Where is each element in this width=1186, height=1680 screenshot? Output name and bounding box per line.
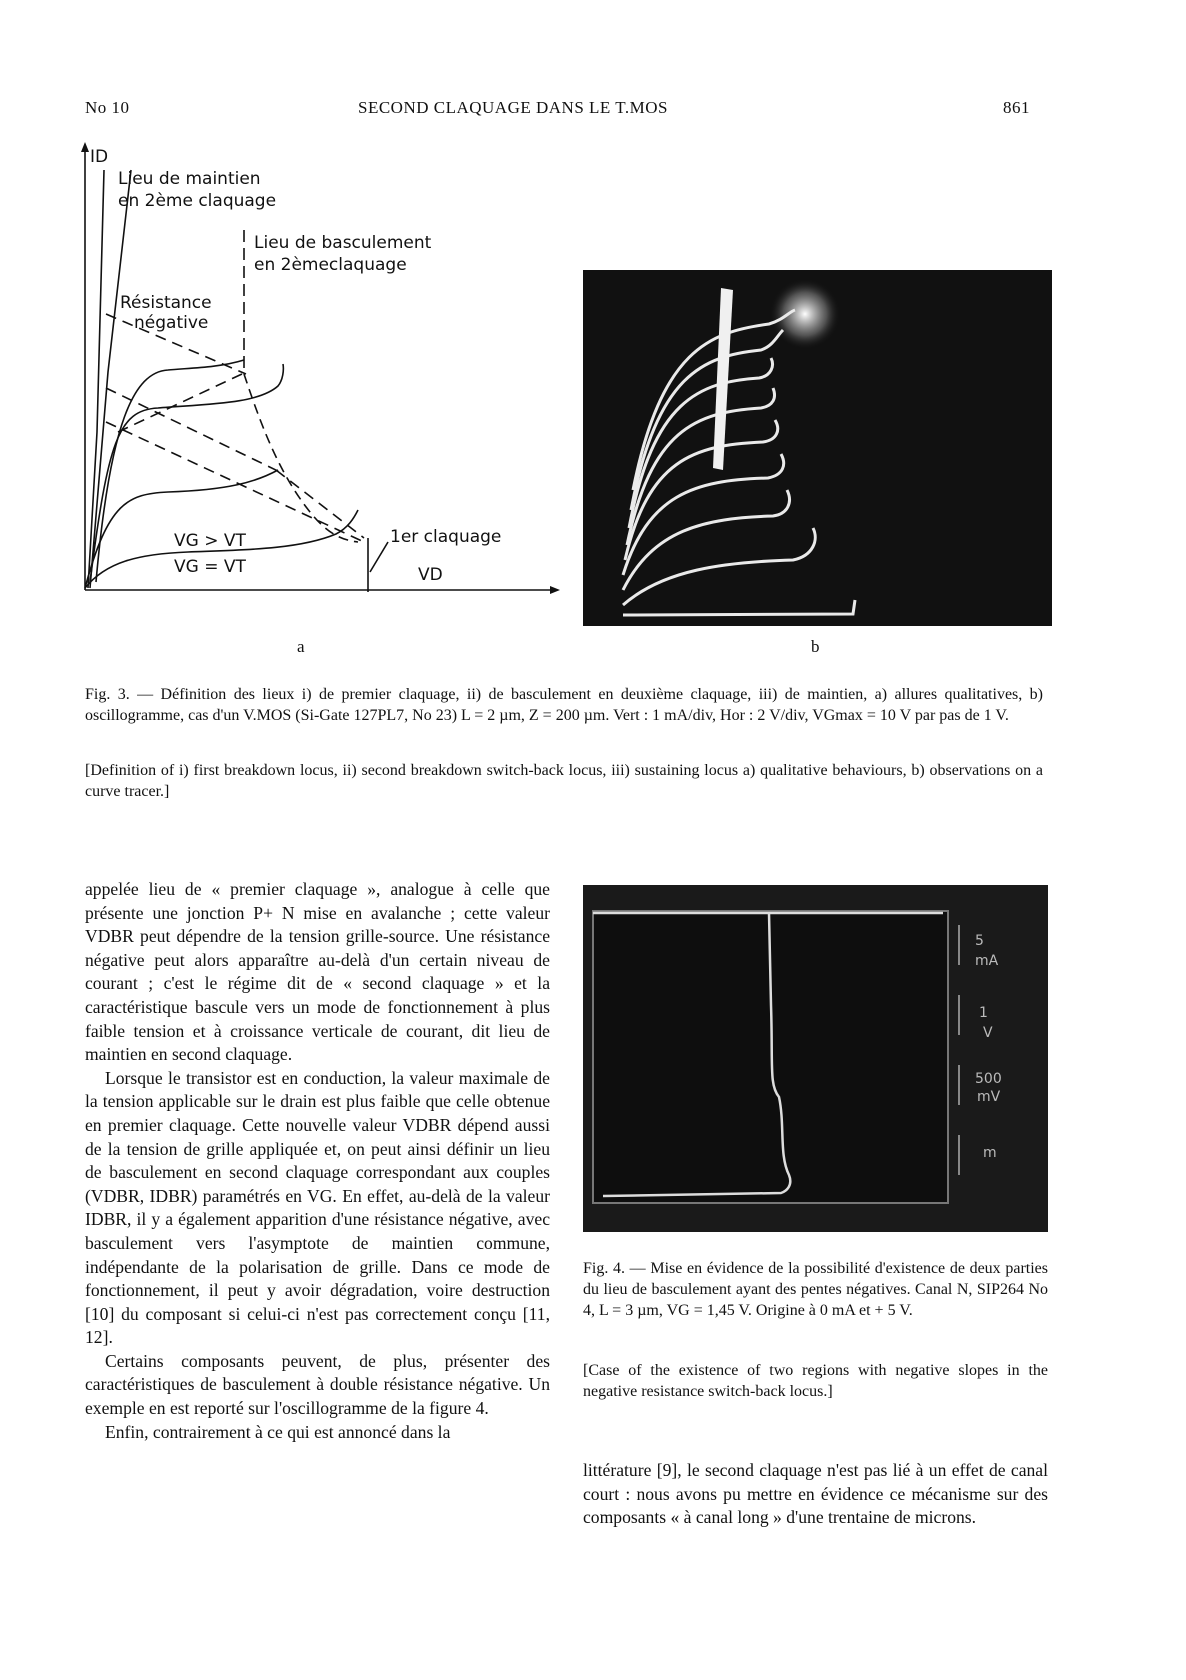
label-negative-resistance-2: négative — [134, 313, 209, 333]
figure4-caption-english: [Case of the existence of two regions with negative slopes in the negative resistance switch-back locus.] — [583, 1362, 1048, 1400]
first-breakdown-pointer — [370, 542, 388, 572]
figure3-caption-english: [Definition of i) first breakdown locus, ii) second breakdown switch-back locus, iii) sustaining locus a) qualitative behaviours, b) observations on a curve tracer.] — [85, 762, 1043, 800]
body-left-column — [85, 878, 550, 1444]
panel-letter-b: b — [811, 637, 820, 656]
scope-label-500: 500 — [975, 1071, 1002, 1087]
figure3a-diagram — [78, 142, 578, 632]
body-paragraph-4: Enfin, contrairement à ce qui est annoncé dans la — [105, 1421, 451, 1442]
label-vg-gt-vt: VG > VT — [174, 531, 246, 551]
x-axis-label: VD — [418, 565, 443, 585]
oscillogram-traces — [583, 270, 1052, 626]
bright-spot — [769, 278, 841, 350]
switchback-locus-lower — [244, 374, 358, 542]
dashed-negres-3 — [106, 422, 364, 542]
panel-letter-a: a — [297, 637, 305, 656]
trace-1 — [623, 528, 815, 605]
scope-label-v: V — [983, 1025, 993, 1041]
body-right-paragraph-1: littérature [9], le second claquage n'est pas lié à un effet de canal court : nous avons pu mettre en évidence ce mécanisme sur des composants « à canal long » d'une trentaine de microns. — [583, 1460, 1048, 1528]
running-title: SECOND CLAQUAGE DANS LE T.MOS — [358, 98, 668, 117]
label-switchback-locus: Lieu de basculement — [254, 233, 432, 253]
label-vg-eq-vt: VG = VT — [174, 557, 246, 577]
label-sustaining-locus-2: en 2ème claquage — [118, 191, 277, 211]
body-paragraph-1: appelée lieu de « premier claquage », analogue à celle que présente une jonction P+ N mise en avalanche ; cette valeur VDBR peut dépendre de la tension grille-source. Une résistance négative peut alors apparaître au-delà d'un certain niveau de courant ; c'est le régime dit de « second claquage » et la caractéristique bascule vers un mode de fonctionnement à plus faible tension et à croissance verticale de courant, dit lieu de maintien en second claquage. — [85, 879, 550, 1065]
page-number: 861 — [1003, 98, 1030, 117]
scope-label-5: 5 — [975, 933, 984, 949]
x-axis-arrow — [550, 586, 560, 594]
dashed-negres-2 — [106, 388, 280, 472]
header-issue-number: No 10 — [85, 98, 130, 117]
label-switchback-locus-2: en 2èmeclaquage — [254, 255, 407, 275]
label-negative-resistance: Résistance — [120, 293, 212, 313]
label-first-breakdown: 1er claquage — [390, 527, 502, 547]
body-right-column — [583, 1459, 1048, 1530]
figure3b-oscillogram — [583, 270, 1052, 626]
figure3-caption: Fig. 3. — Définition des lieux i) de premier claquage, ii) de basculement en deuxième claquage, iii) de maintien, a) allures qualitatives, b) oscillogramme, cas d'un V.MOS (Si-Gate 127PL7, No 23) L = 2 µm, Z = 200 µm. Vert : 1 mA/div, Hor : 2 V/div, VGmax = 10 V par pas de 1 V. — [85, 686, 1043, 724]
figure4-traces — [583, 885, 1048, 1232]
y-axis-label: ID — [90, 147, 109, 167]
y-axis-arrow — [81, 142, 89, 152]
trace-0 — [623, 600, 855, 615]
scope-label-1: 1 — [979, 1005, 988, 1021]
scope-label-m: m — [983, 1145, 997, 1161]
scope-label-mv: mV — [977, 1089, 1001, 1105]
body-paragraph-2: Lorsque le transistor est en conduction, la valeur maximale de la tension applicable sur le drain est plus faible que celle obtenue en premier claquage. Cette nouvelle valeur VDBR dépend aussi de la tension de grille appliquée et, on peut ainsi définir un lieu de basculement en second claquage correspondant aux couples (VDBR, IDBR) paramétrés en VG. En effet, au-delà de la valeur IDBR, il y a également apparition d'une résistance négative, avec basculement vers l'asymptote de maintien commune, indépendante de la polarisation de grille. Dans ce mode de fonctionnement, il peut y avoir dégradation, voire destruction [10] du composant si celui-ci n'est pas correctement conçu [11, 12]. — [85, 1067, 550, 1348]
sustaining-trace — [713, 288, 733, 470]
figure4-oscillogram — [583, 885, 1048, 1232]
sustaining-locus-line-2 — [90, 170, 131, 588]
label-sustaining-locus: Lieu de maintien — [118, 169, 261, 189]
body-paragraph-3: Certains composants peuvent, de plus, présenter des caractéristiques de basculement à double résistance négative. Un exemple en est reporté sur l'oscillogramme de la figure 4. — [85, 1350, 550, 1419]
scope-label-ma: mA — [975, 953, 999, 969]
trace-2 — [623, 490, 789, 590]
figure4-caption: Fig. 4. — Mise en évidence de la possibilité d'existence de deux parties du lieu de basculement ayant des pentes négatives. Canal N, SIP264 No 4, L = 3 µm, VG = 1,45 V. Origine à 0 mA et + 5 V. — [583, 1260, 1048, 1319]
